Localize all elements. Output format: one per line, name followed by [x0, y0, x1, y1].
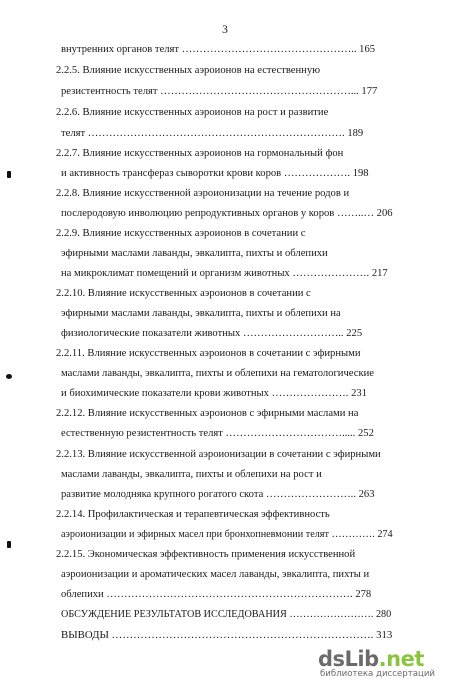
- toc-line: маслами лаванды, эвкалипта, пихты и облепихи на рост и: [61, 469, 322, 480]
- toc-line-discussion: ОБСУЖДЕНИЕ РЕЗУЛЬТАТОВ ИССЛЕДОВАНИЯ ……………………. 280: [61, 609, 392, 620]
- binding-mark: [7, 541, 11, 548]
- watermark-logo: dsLib.net: [318, 647, 424, 671]
- toc-line: естественную резистентность телят ……………………………..... 252: [61, 428, 374, 439]
- watermark-subtitle: библиотека диссертаций: [320, 669, 436, 679]
- toc-line: 2.2.8. Влияние искусственной аэроионизации на течение родов и: [56, 188, 350, 199]
- toc-line: аэроионизации и ароматических масел лаванды, эвкалипта, пихты и: [61, 569, 370, 580]
- toc-line: 2.2.12. Влияние искусственных аэроионов с эфирными маслами на: [56, 408, 359, 419]
- toc-line: физиологические показатели животных ……………………….. 225: [61, 328, 363, 339]
- toc-line: 2.2.7. Влияние искусственных аэроионов на гормональный фон: [56, 148, 344, 159]
- toc-line-conclusions: ВЫВОДЫ ………………………………………………………………. 313: [61, 629, 393, 641]
- toc-line: эфирными маслами лаванды, эвкалипта, пихты и облепихи на: [61, 308, 341, 319]
- toc-line: и активность трансфераз сыворотки крови коров ………………. 198: [61, 168, 369, 179]
- toc-line: послеродовую инволюцию репродуктивных органов у коров ……..… 206: [61, 208, 393, 219]
- toc-line: внутренних органов телят ………………………………………….. 165: [61, 44, 376, 55]
- toc-line: телят ………………………………………………………………. 189: [61, 128, 364, 139]
- toc-line: и биохимические показатели крови животных …………………. 231: [61, 388, 367, 399]
- toc-line: 2.2.14. Профилактическая и терапевтическая эффективность: [56, 509, 330, 520]
- toc-line: развитие молодняка крупного рогатого скота …………………….. 263: [61, 489, 375, 500]
- toc-line: эфирными маслами лаванды, эвкалипта, пихты и облепихи: [61, 248, 328, 259]
- watermark: [318, 649, 442, 679]
- toc-line: 2.2.6. Влияние искусственных аэроионов на рост и развитие: [56, 107, 329, 118]
- toc-line: 2.2.5. Влияние искусственных аэроионов на естественную: [56, 65, 321, 76]
- toc-line: резистентность телят ………………………………………………... 177: [61, 86, 378, 97]
- toc-line: на микроклимат помещений и организм животных …………………. 217: [61, 268, 388, 279]
- toc-line: 2.2.11. Влияние искусственных аэроионов в сочетании с эфирными: [56, 348, 361, 359]
- toc-line: аэроионизации и эфирных масел при бронхопневмонии телят …………. 274: [61, 529, 393, 540]
- binding-mark: [6, 374, 12, 379]
- toc-line: 2.2.9. Влияние искусственных аэроионов в сочетании с: [56, 228, 306, 239]
- toc-line: 2.2.15. Экономическая эффективность применения искусственной: [56, 549, 356, 560]
- page-number: 3: [222, 24, 228, 36]
- toc-line: 2.2.10. Влияние искусственных аэроионов в сочетании с: [56, 288, 311, 299]
- toc-line: облепихи ……………………………………………………………. 278: [61, 589, 372, 600]
- binding-mark: [7, 171, 11, 178]
- toc-line: 2.2.13. Влияние искусственной аэроионизации в сочетании с эфирными: [56, 449, 381, 460]
- toc-line: маслами лаванды, эвкалипта, пихты и облепихи на гематологические: [61, 368, 374, 379]
